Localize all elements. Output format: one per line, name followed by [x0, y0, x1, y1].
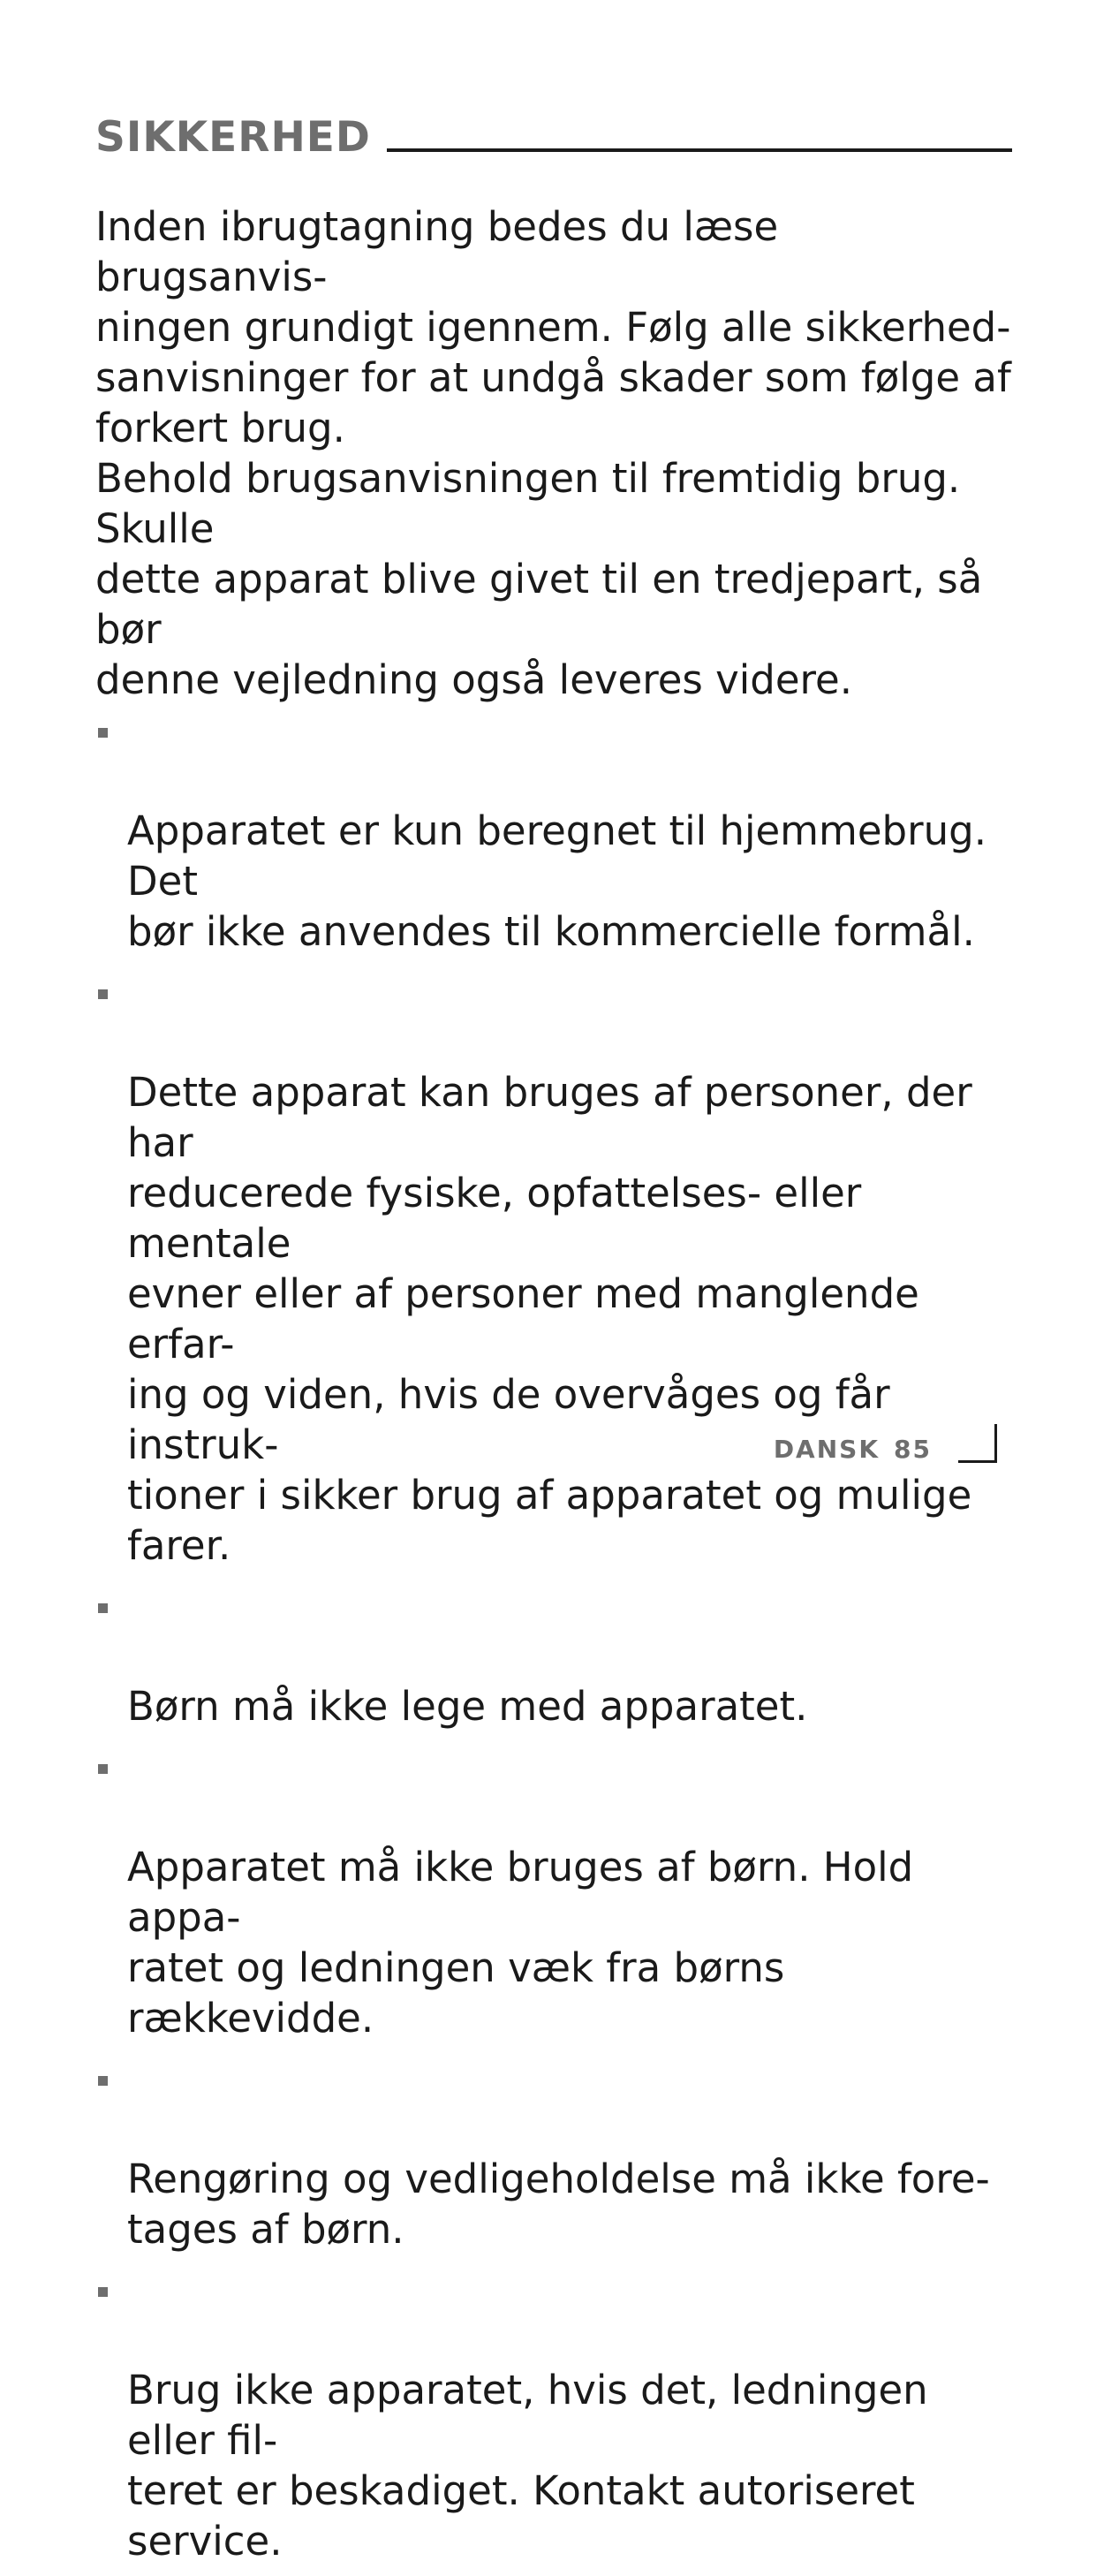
- square-bullet-icon: [98, 728, 108, 738]
- list-item: [95, 1580, 1021, 1731]
- bullet-text: Dette apparat kan bruges af personer, der har reducerede fysiske, opfattelses- eller mentale evner eller af personer med manglende erfar- ing og viden, hvis de overvåges og får instruk- tioner i sikker brug af apparatet og mulige farer.: [127, 1069, 972, 1569]
- page-footer: [774, 1426, 997, 1465]
- bullet-text: Apparatet må ikke bruges af børn. Hold appa- ratet og ledningen væk fra børns rækkevidde.: [127, 1844, 914, 2042]
- corner-crop-mark-icon: [958, 1424, 997, 1463]
- safety-bullet-list: [95, 705, 1021, 2566]
- square-bullet-icon: [98, 2287, 108, 2297]
- bullet-text: Børn må ikke lege med apparatet.: [127, 1683, 808, 1730]
- bullet-text: Apparatet er kun beregnet til hjemmebrug. Det bør ikke anvendes til kommercielle formål.: [127, 807, 986, 955]
- section-title: SIKKERHED: [95, 113, 371, 162]
- square-bullet-icon: [98, 1603, 108, 1613]
- intro-paragraph-2: Behold brugsanvisningen til fremtidig brug. Skulle dette apparat blive givet til en tredjepart, så bør denne vejledning også leveres videre.: [95, 455, 983, 703]
- square-bullet-icon: [98, 989, 108, 999]
- list-item: [95, 966, 1021, 1571]
- square-bullet-icon: [98, 1764, 108, 1774]
- heading-underline-rule: [387, 148, 1012, 152]
- bullet-text: Brug ikke apparatet, hvis det, ledningen eller fil- teret er beskadiget. Kontakt autoriseret service.: [127, 2367, 928, 2565]
- list-item: [95, 705, 1021, 957]
- bullet-text: Rengøring og vedligeholdelse må ikke fore- tages af børn.: [127, 2156, 990, 2253]
- footer-language: DANSK: [773, 1435, 881, 1464]
- intro-paragraph-1: Inden ibrugtagning bedes du læse brugsanvis- ningen grundigt igennem. Følg alle sikkerhed- sanvisninger for at undgå skader som følge af forkert brug.: [95, 203, 1011, 451]
- list-item: [95, 2053, 1021, 2254]
- list-item: [95, 1741, 1021, 2043]
- section-heading: [95, 113, 1012, 163]
- page-number: 85: [894, 1435, 932, 1464]
- square-bullet-icon: [98, 2076, 108, 2086]
- safety-content: [95, 201, 1021, 2576]
- list-item: [95, 2264, 1021, 2566]
